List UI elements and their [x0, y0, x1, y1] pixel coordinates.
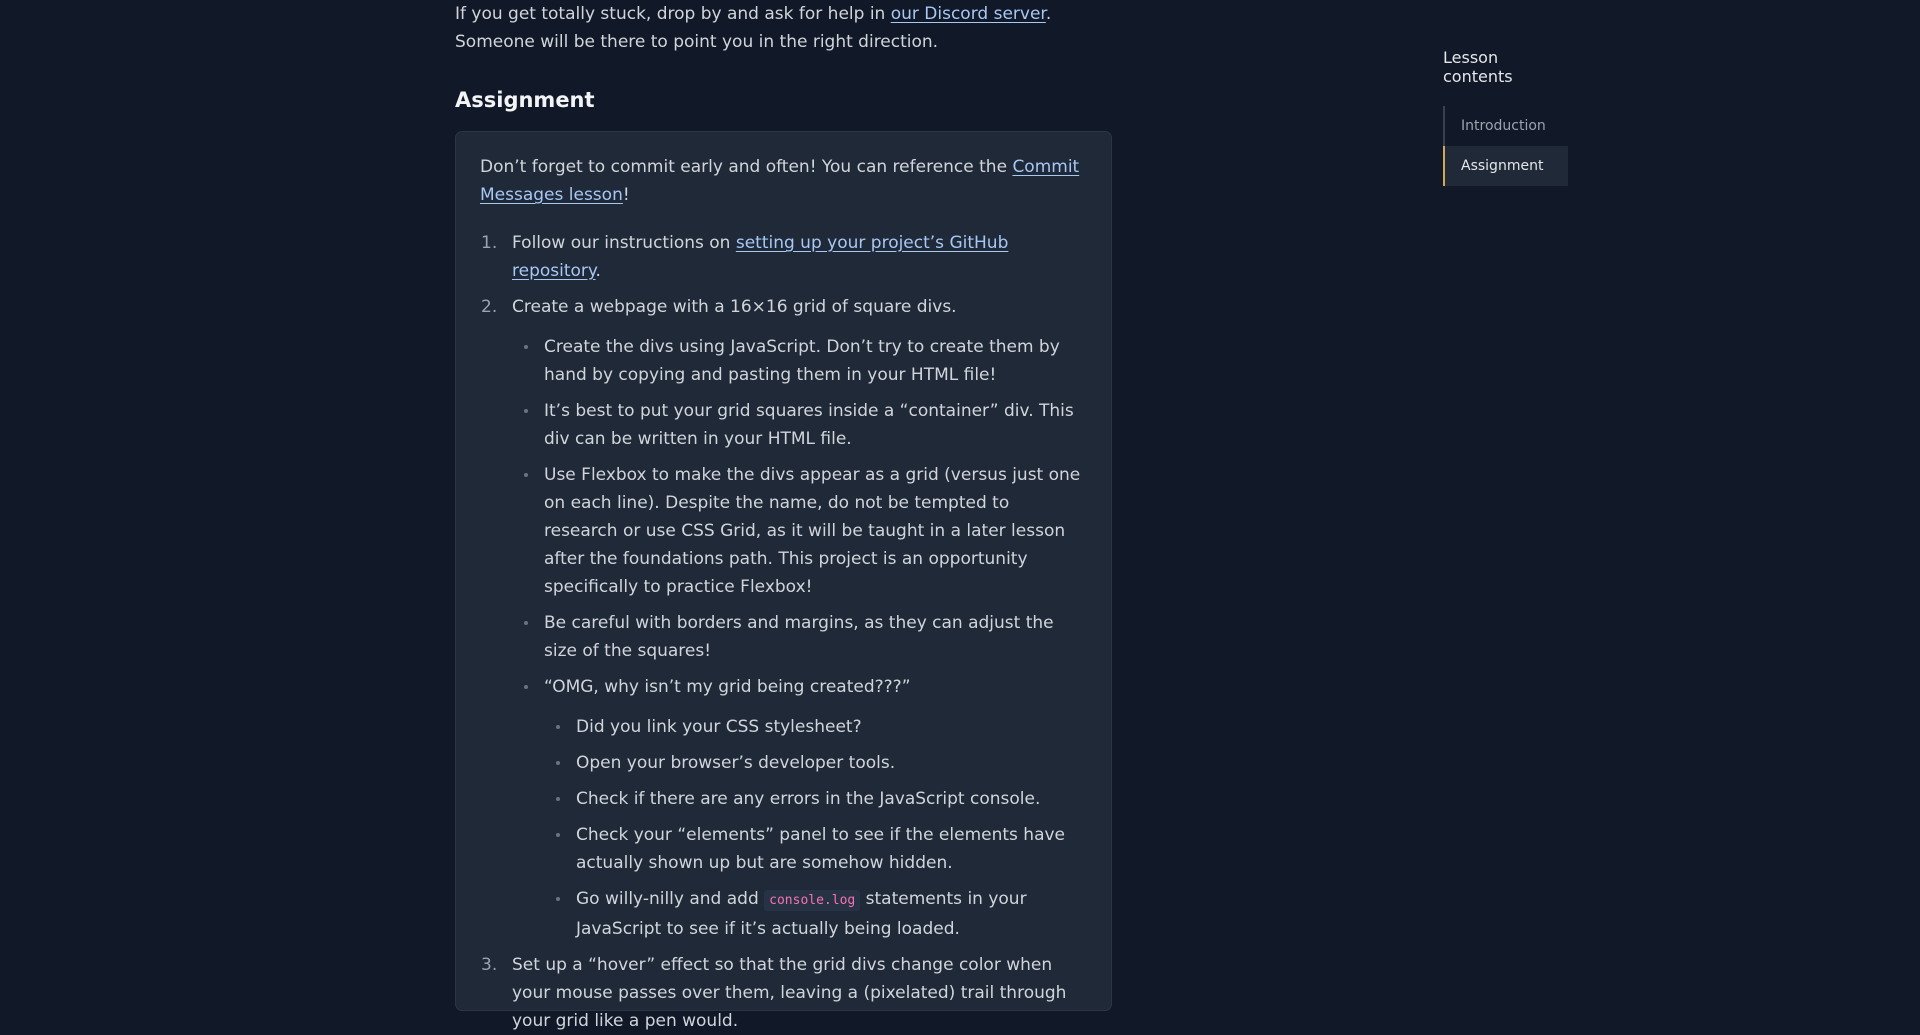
bullet-item: Create the divs using JavaScript. Don’t try to create them by hand by copying and pasting them in your HTML file! — [544, 333, 1087, 389]
step-item — [481, 293, 1087, 943]
console-log-code: console.log — [764, 890, 860, 911]
nested-bullet-item: Open your browser’s developer tools. — [576, 749, 1087, 777]
intro-paragraph — [455, 0, 1111, 56]
nested-bullet-item — [576, 885, 1087, 943]
nested-bullet-item: Check if there are any errors in the JavaScript console. — [576, 785, 1087, 813]
assignment-steps — [480, 229, 1087, 1035]
commit-note-after: ! — [622, 185, 630, 205]
commit-note-before: Don’t forget to commit early and often! You can reference the — [480, 157, 1013, 177]
step-number: 1. — [481, 233, 498, 253]
lesson-contents-title: Lesson contents — [1443, 48, 1513, 86]
step-number: 2. — [481, 297, 498, 317]
commit-note — [480, 153, 1087, 209]
step-text-end: . — [595, 261, 601, 281]
step-bullets — [512, 333, 1087, 943]
step-text: Set up a “hover” effect so that the grid divs change color when your mouse passes over them, leaving a (pixelated) trail through your grid like a pen would. — [512, 955, 1067, 1031]
step-item — [481, 951, 1087, 1035]
lesson-contents-list — [1443, 106, 1568, 186]
toc-item-assignment[interactable]: Assignment — [1443, 146, 1568, 186]
step-number: 3. — [481, 955, 498, 975]
intro-text-before: If you get totally stuck, drop by and ask for help in — [455, 4, 891, 24]
github-repo-link[interactable]: setting up your project’s GitHub repository — [512, 233, 1009, 281]
step-text: Create a webpage with a 16×16 grid of square divs. — [512, 297, 957, 317]
lesson-contents-nav — [1443, 48, 1568, 186]
bullet-item — [544, 673, 1087, 943]
assignment-card — [455, 131, 1112, 1031]
bullet-item: It’s best to put your grid squares inside a “container” div. This div can be written in your HTML file. — [544, 397, 1087, 453]
discord-server-link[interactable]: our Discord server — [890, 4, 1046, 24]
commit-messages-link[interactable]: Commit Messages lesson — [480, 157, 1080, 205]
bullet-text: “OMG, why isn’t my grid being created???” — [544, 677, 911, 697]
nested-bullet-text-end: statements in your JavaScript to see if it’s actually being loaded. — [576, 889, 1027, 939]
nested-bullet-item: Did you link your CSS stylesheet? — [576, 713, 1087, 741]
assignment-heading: Assignment — [455, 88, 595, 112]
toc-item-introduction[interactable]: Introduction — [1461, 118, 1546, 134]
bullet-item: Use Flexbox to make the divs appear as a grid (versus just one on each line). Despite the name, do not be tempted to research or use CSS Grid, as it will be taught in a later lesson after the foundations path. This project is an opportunity specifically to practice Flexbox! — [544, 461, 1087, 601]
step-item — [481, 229, 1087, 285]
nested-bullet-text: Go willy-nilly and add — [576, 889, 765, 909]
nested-bullets — [544, 713, 1087, 943]
bullet-item: Be careful with borders and margins, as they can adjust the size of the squares! — [544, 609, 1087, 665]
step-text: Follow our instructions on — [512, 233, 736, 253]
intro-text-after: . Someone will be there to point you in the right direction. — [455, 4, 1052, 52]
nested-bullet-item: Check your “elements” panel to see if the elements have actually shown up but are somehow hidden. — [576, 821, 1087, 877]
